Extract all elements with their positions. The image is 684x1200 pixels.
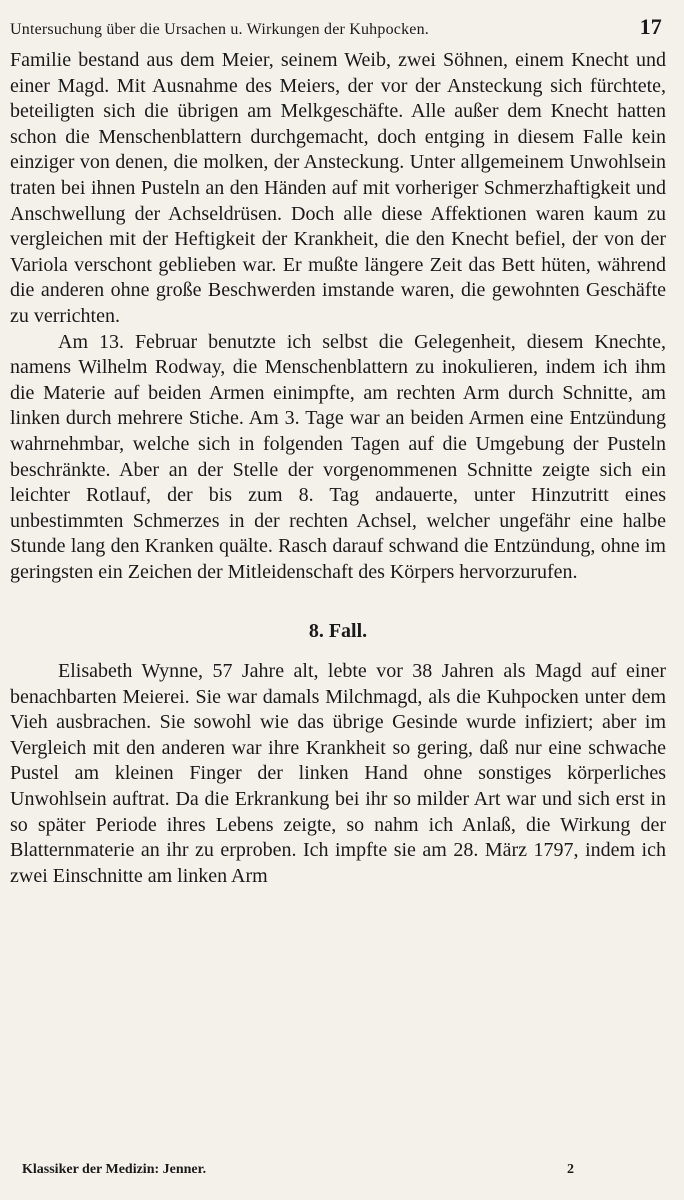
- section-heading: 8. Fall.: [308, 620, 368, 643]
- running-header: [10, 14, 666, 48]
- running-title: Untersuchung über die Ursachen u. Wirkungen der Kuhpocken.: [10, 21, 429, 38]
- paragraph-inoculation: Am 13. Februar benutzte ich selbst die Gelegenheit, diesem Knechte, namens Wilhelm Rodway, die Menschenblattern zu inokulieren, indem ich ihm die Materie auf beiden Armen einimpfte, am rechten Arm durch Schnitte, am linken durch mehrere Stiche. Am 3. Tage war an beiden Armen eine Entzündung wahrnehmbar, welche sich in folgenden Tagen auf die Umgebung der Pusteln beschränkte. Aber an der Stelle der vorgenommenen Schnitte zeigte sich ein leichter Rotlauf, der bis zum 8. Tag andauerte, unter Hinzutritt eines unbestimmten Schmerzes in der rechten Achsel, welcher ungefähr eine halbe Stunde lang den Kranken quälte. Rasch darauf schwand die Entzündung, ohne im geringsten ein Zeichen der Mitleidenschaft des Körpers hervorzurufen.: [10, 330, 666, 583]
- paragraph-case-8: Elisabeth Wynne, 57 Jahre alt, lebte vor 38 Jahren als Magd auf einer benachbarten Meierei. Sie war damals Milchmagd, als die Kuhpocken unter dem Vieh ausbrachen. Sie sowohl wie das übrige Gesinde wurde infiziert; aber im Vergleich mit den anderen war ihre Krankheit so gering, daß nur eine schwache Pustel am kleinen Finger der linken Hand ohne sonstiges körperliches Unwohlsein auftrat. Da die Erkrankung bei ihr so milder Art war und sich erst in so später Periode ihres Lebens zeigte, so nahm ich Anlaß, die Wirkung der Blatternmaterie an ihr zu erproben. Ich impfte sie am 28. März 1797, indem ich zwei Einschnitte am linken Arm: [10, 660, 666, 887]
- page-footer: [22, 1162, 574, 1178]
- series-title: Klassiker der Medizin: Jenner.: [22, 1162, 207, 1177]
- paragraph-continued: Familie bestand aus dem Meier, seinem Weib, zwei Söhnen, einem Knecht und einer Magd. Mit Ausnahme des Meiers, der vor der Ansteckung sich fürchtete, beteiligten sich die übrigen am Melkgeschäfte. Alle außer dem Knecht hatten schon die Menschenblattern durchgemacht, doch entging in diesem Falle kein einziger von denen, die molken, der Ansteckung. Unter allgemeinem Unwohlsein traten bei ihnen Pusteln an den Händen auf mit vorheriger Schmerzhaftigkeit und Anschwellung der Achseldrüsen. Doch alle diese Affektionen waren kaum zu vergleichen mit der Heftigkeit der Krankheit, die den Knecht befiel, der von der Variola verschont geblieben war. Er mußte längere Zeit das Bett hüten, während die anderen ohne große Beschwerden imstande waren, die gewohnten Geschäfte zu verrichten.: [10, 49, 666, 327]
- body-text: [10, 48, 666, 889]
- signature-mark: 2: [567, 1162, 574, 1177]
- page-number: 17: [639, 14, 662, 39]
